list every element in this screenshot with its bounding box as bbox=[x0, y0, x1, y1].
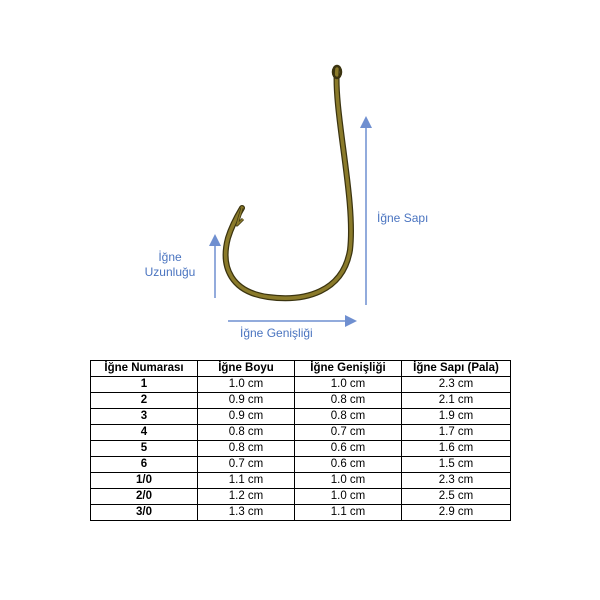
cell-hook-shank: 1.7 cm bbox=[402, 425, 511, 441]
cell-hook-shank: 2.3 cm bbox=[402, 473, 511, 489]
cell-hook-length: 0.8 cm bbox=[198, 425, 295, 441]
table-row bbox=[91, 473, 511, 489]
hook-width-label: İğne Genişliği bbox=[240, 326, 313, 340]
cell-hook-width: 1.0 cm bbox=[295, 489, 402, 505]
cell-hook-number: 1/0 bbox=[91, 473, 198, 489]
cell-hook-width: 0.6 cm bbox=[295, 457, 402, 473]
table-row bbox=[91, 393, 511, 409]
header-hook-length: İğne Boyu bbox=[198, 361, 295, 377]
cell-hook-shank: 1.6 cm bbox=[402, 441, 511, 457]
table-row bbox=[91, 425, 511, 441]
table-row bbox=[91, 505, 511, 521]
fishing-hook-icon bbox=[226, 66, 351, 298]
header-hook-width: İğne Genişliği bbox=[295, 361, 402, 377]
header-hook-number: İğne Numarası bbox=[91, 361, 198, 377]
hook-length-label bbox=[138, 250, 202, 280]
table-header-row bbox=[91, 361, 511, 377]
cell-hook-width: 0.6 cm bbox=[295, 441, 402, 457]
cell-hook-number: 3/0 bbox=[91, 505, 198, 521]
cell-hook-number: 2/0 bbox=[91, 489, 198, 505]
cell-hook-length: 1.2 cm bbox=[198, 489, 295, 505]
cell-hook-length: 0.9 cm bbox=[198, 393, 295, 409]
cell-hook-width: 0.7 cm bbox=[295, 425, 402, 441]
cell-hook-number: 1 bbox=[91, 377, 198, 393]
table-row bbox=[91, 377, 511, 393]
cell-hook-number: 5 bbox=[91, 441, 198, 457]
cell-hook-shank: 1.9 cm bbox=[402, 409, 511, 425]
hook-length-label-line1: İğne bbox=[158, 250, 182, 264]
cell-hook-length: 0.7 cm bbox=[198, 457, 295, 473]
table-body bbox=[91, 377, 511, 521]
table-row bbox=[91, 409, 511, 425]
cell-hook-shank: 2.5 cm bbox=[402, 489, 511, 505]
table-row bbox=[91, 441, 511, 457]
cell-hook-length: 1.0 cm bbox=[198, 377, 295, 393]
cell-hook-shank: 2.3 cm bbox=[402, 377, 511, 393]
cell-hook-shank: 2.9 cm bbox=[402, 505, 511, 521]
hook-shank-label: İğne Sapı bbox=[377, 211, 429, 225]
table-row bbox=[91, 489, 511, 505]
cell-hook-width: 0.8 cm bbox=[295, 409, 402, 425]
cell-hook-shank: 1.5 cm bbox=[402, 457, 511, 473]
cell-hook-width: 1.0 cm bbox=[295, 377, 402, 393]
cell-hook-number: 3 bbox=[91, 409, 198, 425]
cell-hook-number: 6 bbox=[91, 457, 198, 473]
hook-length-label-line2: Uzunluğu bbox=[144, 265, 196, 279]
header-hook-shank: İğne Sapı (Pala) bbox=[402, 361, 511, 377]
cell-hook-width: 1.0 cm bbox=[295, 473, 402, 489]
hook-size-table bbox=[90, 360, 511, 521]
cell-hook-width: 0.8 cm bbox=[295, 393, 402, 409]
cell-hook-shank: 2.1 cm bbox=[402, 393, 511, 409]
cell-hook-length: 0.9 cm bbox=[198, 409, 295, 425]
cell-hook-number: 2 bbox=[91, 393, 198, 409]
cell-hook-length: 1.1 cm bbox=[198, 473, 295, 489]
cell-hook-width: 1.1 cm bbox=[295, 505, 402, 521]
table-row bbox=[91, 457, 511, 473]
cell-hook-length: 0.8 cm bbox=[198, 441, 295, 457]
cell-hook-number: 4 bbox=[91, 425, 198, 441]
cell-hook-length: 1.3 cm bbox=[198, 505, 295, 521]
